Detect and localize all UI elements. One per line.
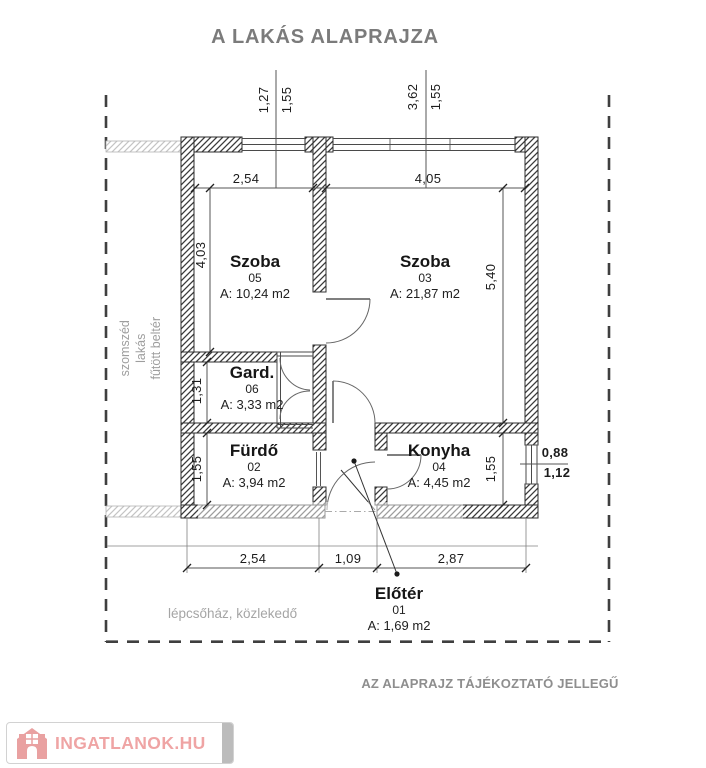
dim-bottom-right: 2,87	[437, 551, 465, 566]
room-number: 04	[432, 460, 446, 474]
room-label-szoba-05	[190, 252, 320, 301]
room-number: 06	[245, 382, 259, 396]
neighbor-apartment-note	[118, 298, 165, 398]
dim-bottom-left: 2,54	[239, 551, 267, 566]
room-label-gard-06	[187, 363, 317, 412]
neighbor-note-line: fűtött beltér	[148, 316, 163, 380]
dim-konyha-window-b: 1,12	[543, 465, 571, 480]
dim-konyha-height: 1,55	[483, 455, 498, 483]
room-label-eloter-01	[334, 584, 464, 633]
neighbor-note-line: szomszéd	[117, 320, 132, 377]
dim-top-window-left: 1,55	[279, 86, 294, 114]
room-area: A: 21,87 m2	[389, 286, 461, 301]
room-name: Előtér	[374, 584, 424, 603]
room-name: Fürdő	[229, 441, 279, 460]
dim-szoba5-width: 2,54	[232, 171, 260, 186]
ingatlanok-logo	[6, 722, 234, 764]
room-area: A: 4,45 m2	[407, 475, 471, 490]
dim-gard-height: 1,31	[189, 377, 204, 405]
neighbor-note-line: lakás	[133, 333, 148, 363]
room-area: A: 3,33 m2	[220, 397, 284, 412]
dim-top-offset-left: 1,27	[256, 86, 271, 114]
logo-shadow-bar	[222, 723, 233, 763]
watermark-fade	[198, 502, 463, 519]
dim-szoba5-height: 4,03	[193, 241, 208, 269]
dim-szoba3-height: 5,40	[483, 263, 498, 291]
room-name: Szoba	[399, 252, 451, 271]
room-area: A: 10,24 m2	[219, 286, 291, 301]
dim-szoba3-width: 4,05	[414, 171, 442, 186]
dim-top-offset-right: 3,62	[405, 83, 420, 111]
page-title: A LAKÁS ALAPRAJZA	[211, 26, 439, 48]
logo-text: INGATLANOK.HU	[55, 733, 206, 753]
room-area: A: 3,94 m2	[222, 475, 286, 490]
room-number: 01	[392, 603, 406, 617]
room-name: Konyha	[407, 441, 471, 460]
dim-furdo-height: 1,55	[189, 455, 204, 483]
room-name: Szoba	[229, 252, 281, 271]
room-area: A: 1,69 m2	[367, 618, 431, 633]
room-name: Gard.	[229, 363, 275, 382]
disclaimer-note: AZ ALAPRAJZ TÁJÉKOZTATÓ JELLEGŰ	[361, 676, 619, 691]
room-number: 03	[418, 271, 432, 285]
room-number: 02	[247, 460, 261, 474]
house-icon	[16, 727, 48, 760]
dim-top-window-right: 1,55	[428, 83, 443, 111]
stairwell-note: lépcsőház, közlekedő	[168, 606, 298, 621]
dim-bottom-middle: 1,09	[334, 551, 362, 566]
room-number: 05	[248, 271, 262, 285]
room-label-szoba-03	[360, 252, 490, 301]
room-label-furdo-02	[189, 441, 319, 490]
dim-konyha-window-a: 0,88	[541, 445, 569, 460]
